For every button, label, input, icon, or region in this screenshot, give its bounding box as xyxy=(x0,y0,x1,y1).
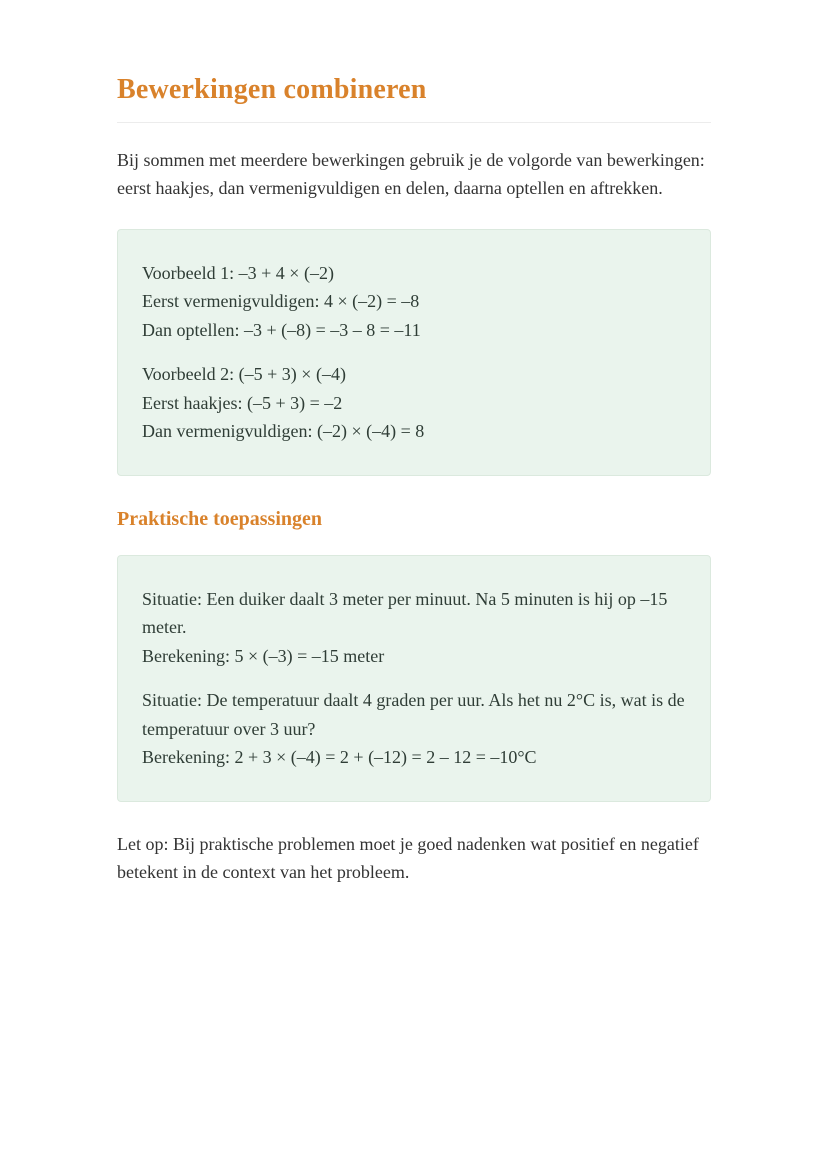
example-line: Eerst haakjes: (–5 + 3) = –2 xyxy=(142,392,343,413)
section-heading-praktische-toepassingen: Praktische toepassingen xyxy=(117,507,322,530)
content-column xyxy=(117,0,711,886)
application-block-1 xyxy=(142,585,686,671)
title-divider xyxy=(117,122,711,123)
application-block-2 xyxy=(142,686,686,772)
example-line: Dan optellen: –3 + (–8) = –3 – 8 = –11 xyxy=(142,319,421,340)
example-block-1 xyxy=(142,259,686,345)
intro-paragraph: Bij sommen met meerdere bewerkingen gebruik je de volgorde van bewerkingen: eerst haakjes, dan vermenigvuldigen en delen, daarna optellen en aftrekken. xyxy=(117,149,705,198)
example-line: Eerst vermenigvuldigen: 4 × (–2) = –8 xyxy=(142,291,420,312)
calculation-line: Berekening: 2 + 3 × (–4) = 2 + (–12) = 2 – 12 = –10°C xyxy=(142,747,537,768)
application-callout-box xyxy=(117,555,711,802)
example-line: Voorbeeld 2: (–5 + 3) × (–4) xyxy=(142,364,346,385)
situation-line: Situatie: Een duiker daalt 3 meter per minuut. Na 5 minuten is hij op –15 meter. xyxy=(142,588,668,638)
calculation-line: Berekening: 5 × (–3) = –15 meter xyxy=(142,645,385,666)
situation-line: Situatie: De temperatuur daalt 4 graden per uur. Als het nu 2°C is, wat is de temperatuur over 3 uur? xyxy=(142,690,685,739)
page-title: Bewerkingen combineren xyxy=(117,74,427,105)
example-callout-box xyxy=(117,229,711,476)
note-paragraph: Let op: Bij praktische problemen moet je goed nadenken wat positief en negatief betekent in de context van het probleem. xyxy=(117,833,699,882)
example-block-2 xyxy=(142,360,686,446)
example-line: Dan vermenigvuldigen: (–2) × (–4) = 8 xyxy=(142,421,425,442)
example-line: Voorbeeld 1: –3 + 4 × (–2) xyxy=(142,262,334,283)
